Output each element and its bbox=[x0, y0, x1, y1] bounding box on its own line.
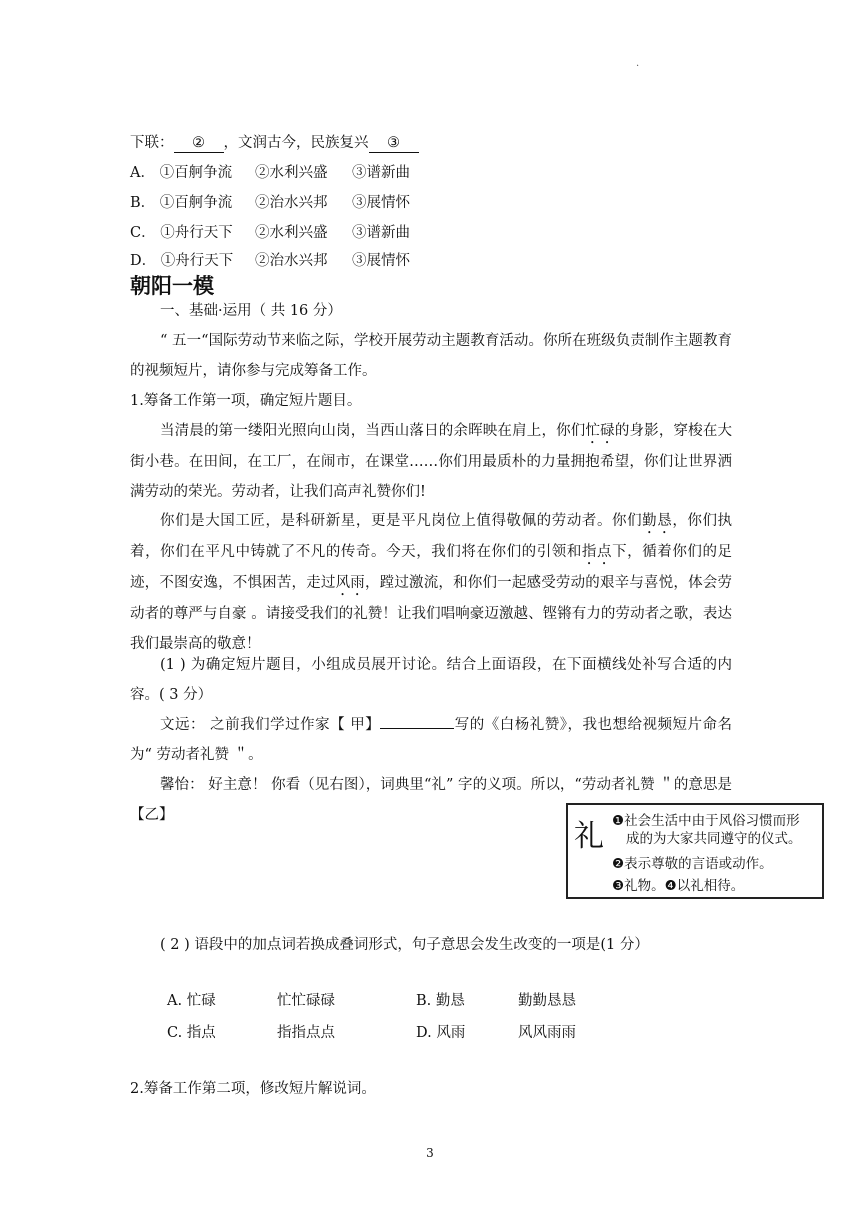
intro-paragraph: “ 五一“国际劳动节来临之际，学校开展劳动主题教育活动。你所在班级负责制作主题教育的视频短片，请你参与完成筹备工作。 bbox=[130, 333, 732, 379]
option-item: ③谱新曲 bbox=[352, 225, 410, 241]
couplet-blank-2: ② bbox=[174, 134, 224, 153]
sub-question-2: ( 2 ) 语段中的加点词若换成叠词形式，句子意思会发生改变的一项是(1 分） bbox=[160, 937, 649, 953]
option-c-word: 指指点点 bbox=[277, 1025, 335, 1041]
option-item: ②水利兴盛 bbox=[255, 165, 328, 181]
option-item: ①百舸争流 bbox=[159, 165, 233, 181]
definition-2: ❷表示尊敬的言语或动作。 bbox=[612, 856, 773, 872]
dotted-word-qinken: 勤恳 bbox=[642, 513, 673, 529]
question-1-title: 1.筹备工作第一项，确定短片题目。 bbox=[130, 393, 362, 409]
option-letter: B． bbox=[130, 195, 156, 211]
passage-paragraph-1: 当清晨的第一缕阳光照向山岗，当西山落日的余晖映在肩上，你们忙碌的身影，穿梭在大街小巷。在田间，在工厂，在闹市，在课堂……你们用最质朴的力量拥抱希望，你们让世界洒满劳动的荣光。劳动者，让我们高声礼赞你们! bbox=[130, 423, 733, 500]
page-number: 3 bbox=[426, 1146, 434, 1160]
definition-1b: 成的为大家共同遵守的仪式。 bbox=[626, 831, 802, 847]
option-letter: D． bbox=[130, 253, 157, 269]
passage-paragraph-2: 你们是大国工匠，是科研新星，更是平凡岗位上值得敬佩的劳动者。你们勤恳，你们执着，你们在平凡中铸就了不凡的传奇。今天，我们将在你们的引领和指点下，循着你们的足迹，不图安逸，不惧困苦，走过风雨，蹚过激流，和你们一起感受劳动的艰辛与喜悦，体会劳动者的尊严与自豪 。请接受我们的礼赞！让我们唱响豪迈激越、铿锵有力的劳动者之歌，表达我们最崇高的敬意！ bbox=[130, 513, 733, 652]
option-item: ②治水兴邦 bbox=[255, 253, 328, 269]
option-letter: A． bbox=[130, 165, 155, 181]
option-item: ①舟行天下 bbox=[160, 253, 234, 269]
wenyuan-dialogue: 文远： 之前我们学过作家【 甲】 写的《白杨礼赞》，我也想给视频短片命名为“ 劳动者礼赞 ＂。 bbox=[130, 717, 732, 763]
dotted-word-zhidian: 指点 bbox=[581, 544, 613, 560]
part-title: 一、基础·运用（ 共 16 分） bbox=[160, 303, 342, 319]
option-item: ③展情怀 bbox=[352, 253, 410, 269]
couplet-prefix: 下联： bbox=[130, 135, 174, 151]
option-b-word: 勤勤恳恳 bbox=[518, 993, 576, 1009]
option-item: ①舟行天下 bbox=[160, 225, 233, 241]
dotted-word-manglu: 忙碌 bbox=[585, 423, 615, 439]
option-item: ①百舸争流 bbox=[159, 195, 233, 211]
question-2-title: 2.筹备工作第二项，修改短片解说词。 bbox=[130, 1081, 376, 1097]
blank-jia[interactable] bbox=[380, 728, 454, 729]
dictionary-character: 礼 bbox=[574, 819, 604, 854]
couplet-options bbox=[130, 128, 450, 269]
option-item: ②治水兴邦 bbox=[255, 195, 328, 211]
couplet-blank-3: ③ bbox=[369, 134, 419, 153]
option-a-word: 忙忙碌碌 bbox=[277, 993, 335, 1009]
option-d-word: 风风雨雨 bbox=[518, 1025, 576, 1041]
dotted-word-fengyu: 风雨 bbox=[335, 575, 365, 591]
option-row bbox=[130, 218, 410, 248]
xinyi-dialogue: 馨怡： 好主意！ 你看（见右图），词典里“礼” 字的义项。所以，“劳动者礼赞 ＂的意思是【乙】 bbox=[130, 777, 732, 823]
option-item: ③谱新曲 bbox=[352, 165, 410, 181]
option-row bbox=[130, 158, 410, 188]
sub2-options bbox=[167, 986, 637, 1046]
option-row bbox=[130, 188, 410, 218]
option-item: ③展情怀 bbox=[352, 195, 410, 211]
header-mark: . bbox=[636, 58, 640, 69]
definition-3: ❸礼物。❹以礼相待。 bbox=[612, 878, 745, 894]
option-d-label: D. 风雨 bbox=[416, 1025, 466, 1041]
option-a-label: A. 忙碌 bbox=[167, 993, 216, 1009]
option-letter: C． bbox=[130, 225, 156, 241]
couplet-middle: ，文润古今，民族复兴 bbox=[223, 135, 369, 151]
section-title: 朝阳一模 bbox=[130, 274, 214, 298]
option-item: ②水利兴盛 bbox=[255, 225, 328, 241]
option-b-label: B. 勤恳 bbox=[416, 993, 465, 1009]
sub-question-1: (1 ) 为确定短片题目，小组成员展开讨论。结合上面语段，在下面横线处补写合适的内容。( 3 分） bbox=[130, 657, 732, 703]
option-c-label: C. 指点 bbox=[167, 1025, 216, 1041]
dictionary-entry-box bbox=[566, 803, 824, 899]
definition-1a: ❶社会生活中由于风俗习惯而形 bbox=[612, 813, 800, 829]
